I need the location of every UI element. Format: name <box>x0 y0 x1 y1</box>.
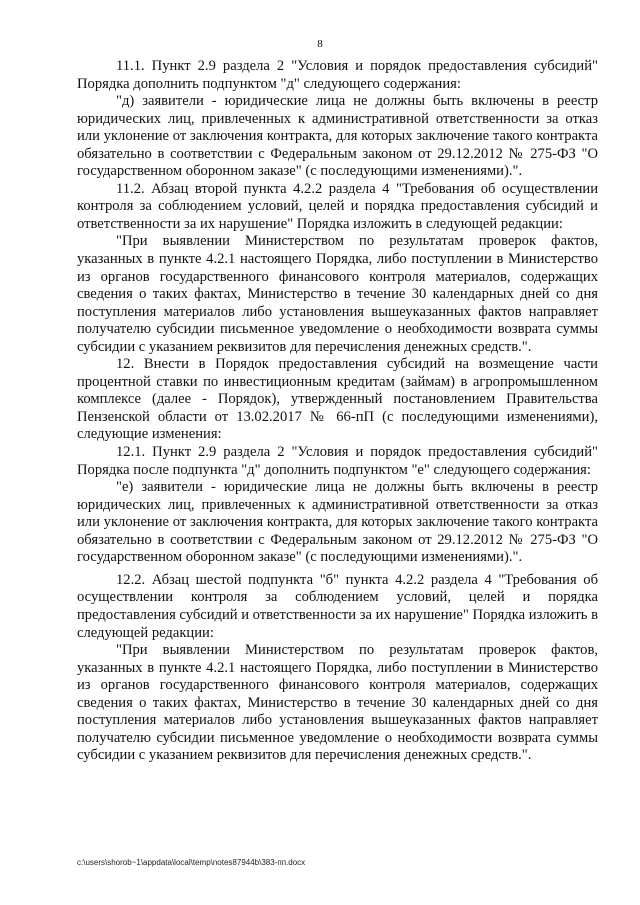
paragraph-11-1: 11.1. Пункт 2.9 раздела 2 "Условия и порядок предоставления субсидий" Порядка дополнить подпунктом "д" следующего содержания: <box>77 58 598 92</box>
paragraph-11-1-quote: "д) заявители - юридические лица не должны быть включены в реестр юридических лиц, привлеченных к административной ответственности за отказ или уклонение от заключения контракта, для которых заключение такого контракта обязательно в соответствии с Федеральным законом от 29.12.2012 № 275-ФЗ "О государственном оборонном заказе" (с последующими изменениями).". <box>77 93 598 180</box>
paragraph-12: 12. Внести в Порядок предоставления субсидий на возмещение части процентной ставки по инвестиционным кредитам (займам) в агропромышленном комплексе (далее - Порядок), утвержденный постановлением Правительства Пензенской области от 13.02.2017 № 66-пП (с последующими изменениями), следующие изменения: <box>77 356 598 443</box>
footer-file-path: c:\users\shorob~1\appdata\local\temp\notes87944b\383-пп.docx <box>77 858 306 867</box>
paragraph-12-1: 12.1. Пункт 2.9 раздела 2 "Условия и порядок предоставления субсидий" Порядка после подпункта "д" дополнить подпунктом "е" следующего содержания: <box>77 444 598 478</box>
paragraph-11-2: 11.2. Абзац второй пункта 4.2.2 раздела 4 "Требования об осуществлении контроля за соблюдением условий, целей и порядка предоставления субсидий и ответственности за их нарушение" Порядка изложить в следующей редакции: <box>77 180 598 232</box>
paragraph-12-1-quote: "е) заявители - юридические лица не должны быть включены в реестр юридических лиц, привлеченных к административной ответственности за отказ или уклонение от заключения контракта, для которых заключение такого контракта обязательно в соответствии с Федеральным законом от 29.12.2012 № 275-ФЗ "О государственном оборонном заказе" (с последующими изменениями).". <box>77 479 598 566</box>
paragraph-12-2: 12.2. Абзац шестой подпункта "б" пункта 4.2.2 раздела 4 "Требования об осуществлении контроля за соблюдением условий, целей и порядка предоставления субсидий и ответственности за их нарушение" Порядка изложить в следующей редакции: <box>77 571 599 641</box>
page-number: 8 <box>317 38 323 50</box>
paragraph-12-2-quote: "При выявлении Министерством по результатам проверок фактов, указанных в пункте 4.2.1 настоящего Порядка, либо поступлении в Министерство из органов государственного финансового контроля материалов, содержащих сведения о таких фактах, Министерство в течение 30 календарных дней со дня поступления материалов либо установления вышеуказанных фактов направляет получателю субсидии письменное уведомление о необходимости возврата суммы субсидии с указанием реквизитов для перечисления денежных средств.". <box>77 642 598 764</box>
document-body <box>77 58 598 765</box>
paragraph-11-2-quote: "При выявлении Министерством по результатам проверок фактов, указанных в пункте 4.2.1 настоящего Порядка, либо поступлении в Министерство из органов государственного финансового контроля материалов, содержащих сведения о таких фактах, Министерство в течение 30 календарных дней со дня поступления материалов либо установления вышеуказанных фактов направляет получателю субсидии письменное уведомление о необходимости возврата суммы субсидии с указанием реквизитов для перечисления денежных средств.". <box>77 233 598 355</box>
